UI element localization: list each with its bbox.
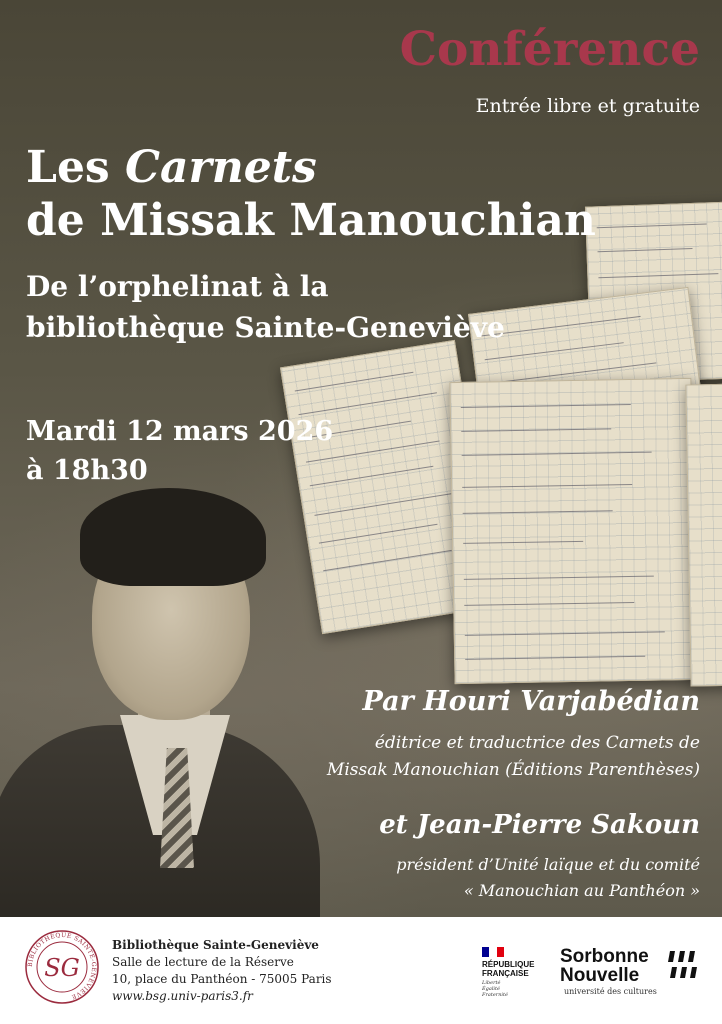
library-name: Bibliothèque Sainte-Geneviève — [112, 938, 319, 952]
notebook — [685, 383, 722, 686]
speaker-1-name: Par Houri Varjabédian — [362, 686, 700, 717]
speaker-2-name: et Jean-Pierre Sakoun — [379, 810, 700, 840]
event-date: Mardi 12 mars 2026 — [26, 416, 334, 447]
notebook-open — [449, 378, 696, 684]
library-url[interactable]: www.bsg.univ-paris3.fr — [112, 989, 253, 1003]
subtitle-line-1: De l’orphelinat à la — [26, 270, 329, 303]
event-type: Conférence — [399, 22, 700, 77]
republique-francaise-logo: RÉPUBLIQUE FRANÇAISE Liberté Égalité Fraternité — [482, 947, 542, 998]
library-address: 10, place du Panthéon - 75005 Paris — [112, 972, 332, 986]
seal-text: BIBLIOTHÈQUE SAINTE-GENEVIÈVE — [26, 931, 98, 1001]
seal-monogram: SG — [44, 954, 80, 982]
french-flag-icon — [482, 947, 504, 957]
sorbonne-bars-icon — [668, 949, 700, 983]
title-line-2: de Missak Manouchian — [26, 195, 596, 246]
speaker-1-desc: éditrice et traductrice des Carnets de — [374, 733, 700, 753]
sorbonne-nouvelle-logo: Sorbonne Nouvelle université des cultures — [560, 947, 657, 996]
library-seal-icon — [24, 929, 100, 1005]
speaker-2-desc: président d’Unité laïque et du comité — [396, 855, 700, 874]
subtitle-line-2: bibliothèque Sainte-Geneviève — [26, 311, 505, 344]
library-info — [112, 937, 332, 1005]
entry-note: Entrée libre et gratuite — [475, 95, 700, 117]
library-room: Salle de lecture de la Réserve — [112, 955, 294, 969]
portrait-photo — [0, 480, 340, 917]
title-line-1: Les Carnets — [26, 142, 317, 193]
speaker-2-desc: « Manouchian au Panthéon » — [463, 881, 700, 900]
event-time: à 18h30 — [26, 455, 148, 486]
footer — [0, 917, 722, 1024]
speaker-1-desc: Missak Manouchian (Éditions Parenthèses) — [326, 760, 700, 780]
